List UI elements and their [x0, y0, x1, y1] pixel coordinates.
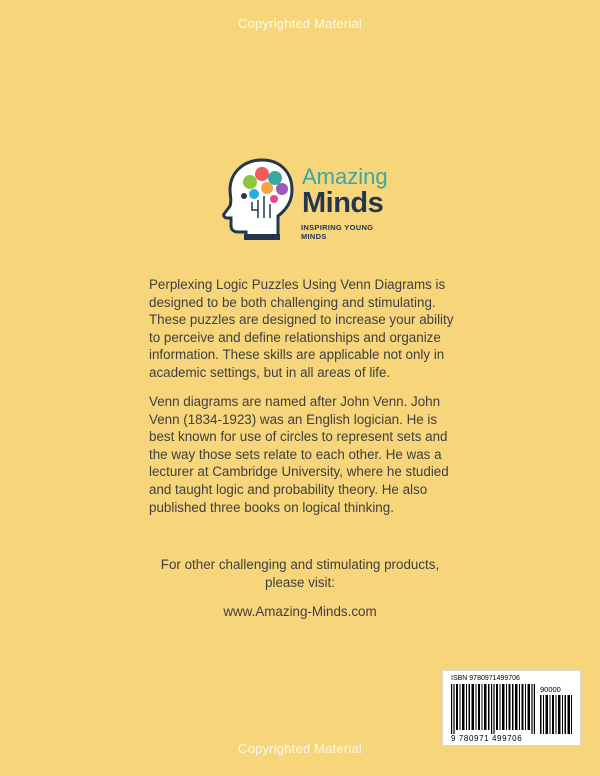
logo-word-amazing: Amazing [302, 164, 388, 189]
website-url[interactable]: www.Amazing-Minds.com [223, 604, 377, 619]
visit-prompt: For other challenging and stimulating products, please visit: [160, 557, 440, 590]
logo-word-minds: Minds [302, 187, 384, 219]
copyright-watermark-top: Copyrighted Material [238, 16, 362, 31]
logo-tagline: INSPIRING YOUNG MINDS [301, 223, 374, 241]
head-brain-icon [222, 156, 300, 242]
isbn-barcode [442, 670, 581, 746]
isbn-label: ISBN 9780971499706 [451, 675, 520, 682]
description-paragraph: Perplexing Logic Puzzles Using Venn Diagrams is designed to be both challenging and stimulating. These puzzles are designed to increase your ability to perceive and define relationships and organize information. These skills are applicable not only in academic settings, but in all areas of life. [149, 277, 454, 380]
barcode-bars-icon [451, 684, 535, 734]
amazing-minds-logo [222, 156, 392, 242]
isbn-digits: 9 780971 499706 [451, 734, 523, 743]
price-code: 90000 [540, 685, 561, 694]
venn-history-paragraph: Venn diagrams are named after John Venn. John Venn (1834-1923) was an English logician. He is best known for use of circles to represent sets and the way those sets relate to each other. He was a lecturer at Cambridge University, where he studied and taught logic and probability theory. He also published three books on logical thinking. [149, 394, 449, 515]
copyright-watermark-bottom: Copyrighted Material [238, 741, 362, 756]
price-barcode-bars-icon [540, 695, 572, 734]
